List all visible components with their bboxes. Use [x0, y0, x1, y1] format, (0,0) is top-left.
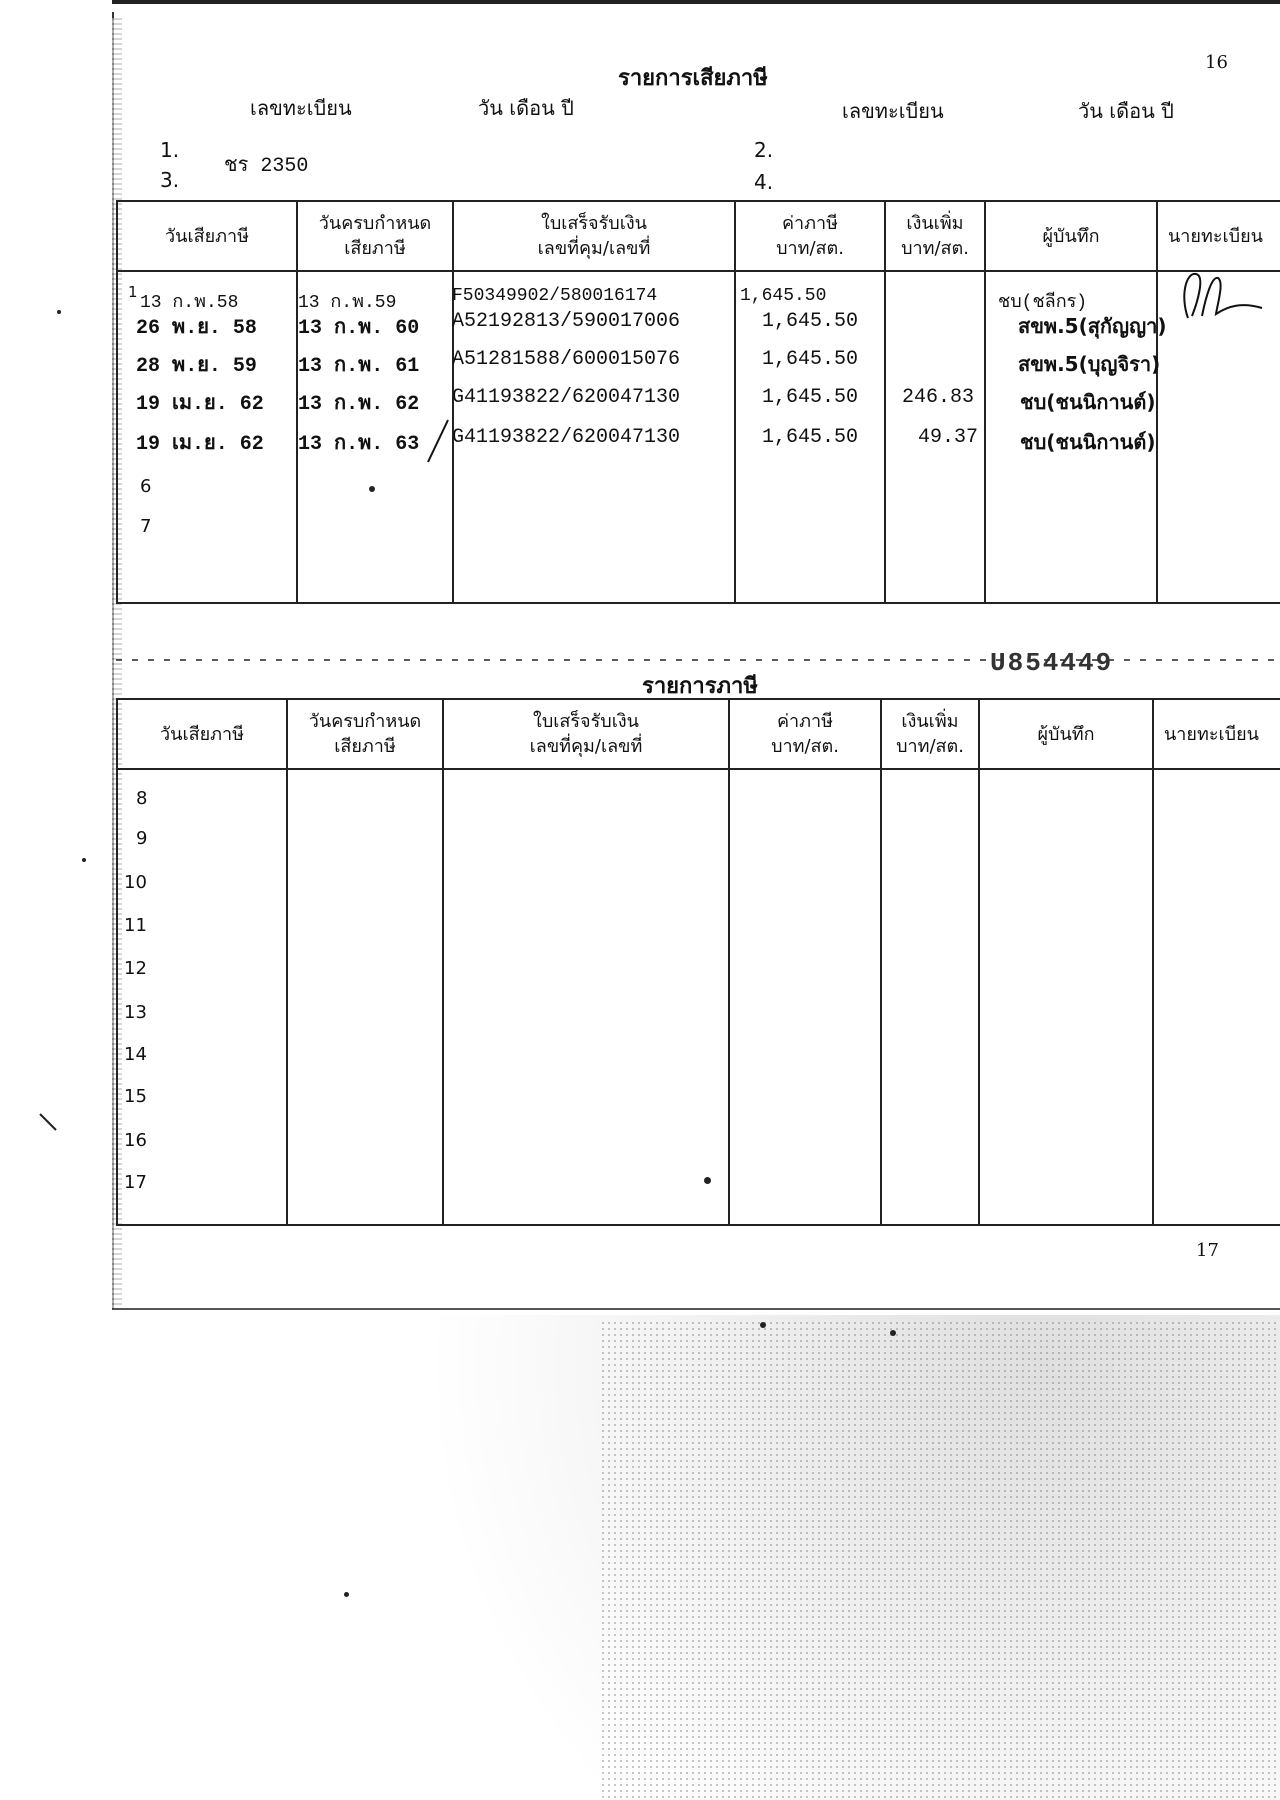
record-recorder: สขพ.5(บุญจิรา): [1018, 352, 1161, 376]
record-extra: 49.37: [918, 426, 979, 449]
col-extra: เงินเพิ่ม บาท/สต.: [881, 699, 979, 769]
col-pay-date: วันเสียภาษี: [117, 699, 287, 769]
record-extra: 246.83: [902, 386, 975, 409]
col-recorder: ผู้บันทึก: [985, 201, 1157, 271]
record-due-date: 13 ก.พ. 63: [298, 433, 420, 456]
col-recorder: ผู้บันทึก: [979, 699, 1153, 769]
row-number: 8: [136, 788, 148, 809]
row-number: 9: [136, 828, 148, 849]
ink-dot: [704, 1177, 711, 1184]
row-number: 7: [140, 516, 152, 537]
scan-top-edge: [112, 0, 1280, 4]
plate-number-4: 4.: [754, 170, 774, 194]
record-recorder: ชบ(ชลีกร): [998, 293, 1088, 313]
scan-stipple: [600, 1320, 1280, 1800]
col-extra: เงินเพิ่ม บาท/สต.: [885, 201, 985, 271]
record-receipt: A52192813/590017006: [452, 310, 681, 333]
slash-mark: [424, 418, 452, 464]
row-number: 14: [124, 1044, 147, 1065]
ink-dot: [369, 486, 375, 492]
col-registrar: นายทะเบียน: [1153, 699, 1280, 769]
record-recorder: สขพ.5(สุกัญญา): [1018, 314, 1167, 338]
stray-mark: [38, 1112, 60, 1134]
plate-value-1: ชร 2350: [224, 155, 309, 178]
record-tax: 1,645.50: [762, 348, 859, 371]
reg-label-left: เลขทะเบียน: [250, 96, 352, 120]
row-number: 10: [124, 872, 147, 893]
record-receipt: G41193822/620047130: [452, 386, 681, 409]
section2-title: รายการภาษี: [642, 674, 758, 699]
col-registrar: นายทะเบียน: [1157, 201, 1280, 271]
row-number: 12: [124, 958, 147, 979]
record-tax: 1,645.50: [740, 286, 827, 306]
page-number-bottom: 17: [1196, 1240, 1219, 1261]
record-pay-date: 26 พ.ย. 58: [136, 317, 257, 340]
record-receipt: A51281588/600015076: [452, 348, 681, 371]
row-number: 16: [124, 1130, 147, 1151]
record-due-date: 13 ก.พ.59: [298, 293, 397, 313]
col-receipt: ใบเสร็จรับเงิน เลขที่คุม/เลขที่: [453, 201, 735, 271]
row-number: 6: [140, 476, 152, 497]
row-number: 15: [124, 1086, 147, 1107]
section1-title: รายการเสียภาษี: [618, 66, 768, 91]
serial-code: U854449: [990, 648, 1114, 678]
row-number: 11: [124, 915, 147, 936]
ink-dot: [82, 858, 86, 862]
col-due-date: วันครบกำหนด เสียภาษี: [287, 699, 443, 769]
record-pay-date: 19 เม.ย. 62: [136, 433, 264, 456]
row-number: 13: [124, 1002, 147, 1023]
plate-number-2: 2.: [754, 138, 774, 162]
row-number: 1: [128, 283, 138, 301]
ink-dot: [344, 1592, 349, 1597]
col-tax: ค่าภาษี บาท/สต.: [729, 699, 881, 769]
row-number: 17: [124, 1172, 147, 1193]
ink-dot: [57, 310, 61, 314]
plate-number-1: 1.: [160, 138, 180, 162]
plate-number-3: 3.: [160, 168, 180, 192]
record-receipt: F50349902/580016174: [452, 286, 658, 306]
record-pay-date: 28 พ.ย. 59: [136, 355, 257, 378]
page-number-top: 16: [1205, 52, 1228, 73]
col-receipt: ใบเสร็จรับเงิน เลขที่คุม/เลขที่: [443, 699, 729, 769]
col-pay-date: วันเสียภาษี: [117, 201, 297, 271]
record-tax: 1,645.50: [762, 386, 859, 409]
date-label-left: วัน เดือน ปี: [478, 96, 574, 120]
record-receipt: G41193822/620047130: [452, 426, 681, 449]
reg-label-right: เลขทะเบียน: [842, 99, 944, 123]
record-due-date: 13 ก.พ. 60: [298, 317, 420, 340]
tax-table-2: [116, 698, 1280, 1226]
record-tax: 1,645.50: [762, 426, 859, 449]
record-due-date: 13 ก.พ. 61: [298, 355, 420, 378]
ink-dot: [890, 1330, 896, 1336]
record-recorder: ชบ(ชนนิกานต์): [1020, 390, 1156, 414]
record-pay-date: 19 เม.ย. 62: [136, 393, 264, 416]
date-label-right: วัน เดือน ปี: [1078, 99, 1174, 123]
col-tax: ค่าภาษี บาท/สต.: [735, 201, 885, 271]
ink-dot: [760, 1322, 766, 1328]
col-due-date: วันครบกำหนด เสียภาษี: [297, 201, 453, 271]
record-recorder: ชบ(ชนนิกานต์): [1020, 430, 1156, 454]
record-due-date: 13 ก.พ. 62: [298, 393, 420, 416]
registrar-signature: [1172, 266, 1272, 322]
record-tax: 1,645.50: [762, 310, 859, 333]
record-pay-date: 13 ก.พ.58: [140, 293, 239, 313]
